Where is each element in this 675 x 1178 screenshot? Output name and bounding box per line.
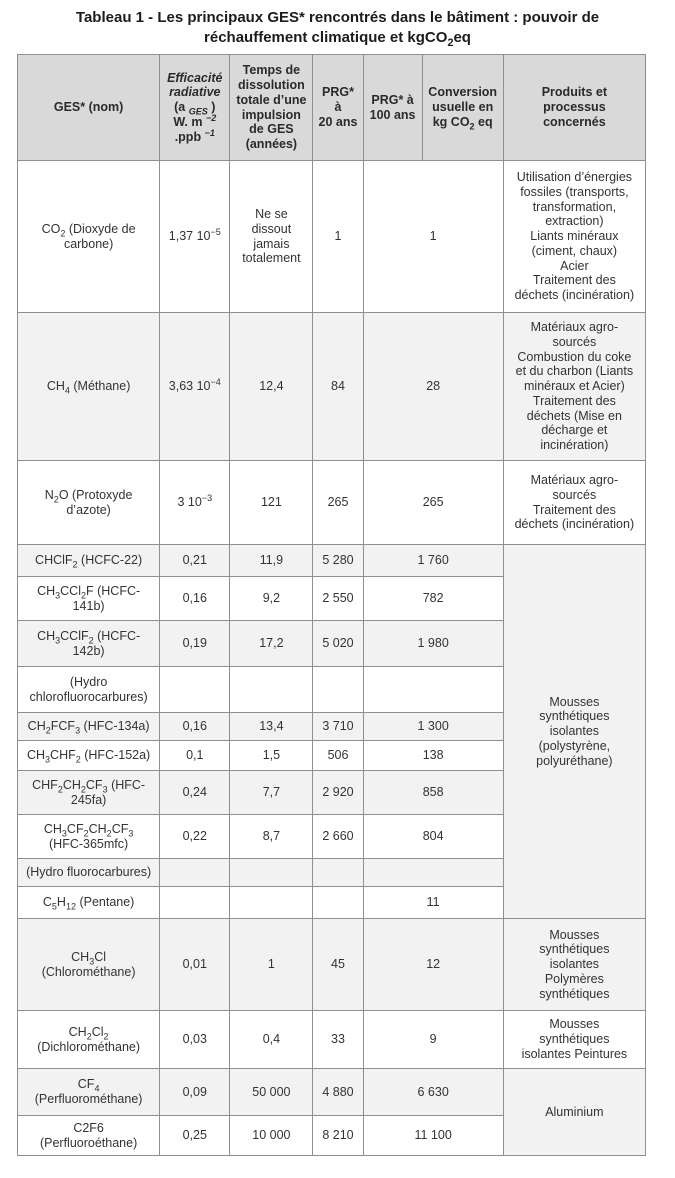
radiative-efficiency-cell: 0,21: [160, 545, 230, 577]
dissolution-time-cell: 10 000: [230, 1116, 313, 1156]
gas-name-cell: $CH_4$ (Méthane): [18, 313, 160, 461]
radiative-efficiency-cell: 1,37 $10^{-5}$: [160, 161, 230, 313]
radiative-efficiency-cell: 0,03: [160, 1011, 230, 1069]
dissolution-time-cell: [230, 859, 313, 887]
radiative-efficiency-cell: 0,25: [160, 1116, 230, 1156]
col-header-prg-20-ans: PRG* à 20 ans: [313, 55, 363, 161]
prg100-conversion-cell: 1 980: [363, 621, 503, 667]
col-header-efficacite-radiative: Efficacité radiative (a $_{GES}$ ) W. m $^{-2}$ .ppb $^{-1}$: [160, 55, 230, 161]
prg20-cell: [313, 667, 363, 713]
table-title: Tableau 1 - Les principaux GES* rencontrés dans le bâtiment : pouvoir de réchauffement climatique et kgCO$_2$eq: [75, 9, 600, 49]
dissolution-time-cell: 1: [230, 919, 313, 1011]
prg100-conversion-cell: 11 100: [363, 1116, 503, 1156]
gas-name-cell: $CO_2$ (Dioxyde de carbone): [18, 161, 160, 313]
row-co2: [18, 161, 646, 313]
prg20-cell: 45: [313, 919, 363, 1011]
radiative-efficiency-cell: 0,16: [160, 577, 230, 621]
gas-name-cell: $N_2O$ (Protoxyde d’azote): [18, 461, 160, 545]
prg20-cell: 2 550: [313, 577, 363, 621]
ges-table: [17, 54, 646, 1156]
radiative-efficiency-cell: [160, 859, 230, 887]
dissolution-time-cell: [230, 667, 313, 713]
prg20-cell: 4 880: [313, 1069, 363, 1116]
prg100-conversion-cell: 782: [363, 577, 503, 621]
prg20-cell: 2 660: [313, 815, 363, 859]
radiative-efficiency-cell: [160, 667, 230, 713]
gas-name-cell: (Hydro fluorocarbures): [18, 859, 160, 887]
prg100-conversion-cell: 9: [363, 1011, 503, 1069]
dissolution-time-cell: [230, 887, 313, 919]
gas-name-cell: $CH_2FCF_3$ (HFC-134a): [18, 713, 160, 741]
dissolution-time-cell: 12,4: [230, 313, 313, 461]
prg100-conversion-cell: 6 630: [363, 1069, 503, 1116]
col-header-conversion-kgco2eq: Conversion usuelle en kg $CO_2$ eq: [422, 55, 503, 161]
radiative-efficiency-cell: 0,22: [160, 815, 230, 859]
row-dichloromethane: [18, 1011, 646, 1069]
row-chloromethane: [18, 919, 646, 1011]
dissolution-time-cell: 8,7: [230, 815, 313, 859]
prg20-cell: [313, 859, 363, 887]
prg20-cell: 1: [313, 161, 363, 313]
row-hcfc-22: [18, 545, 646, 577]
gas-name-cell: $CH_2Cl_2$ (Dichlorométhane): [18, 1011, 160, 1069]
prg100-conversion-cell: 1 760: [363, 545, 503, 577]
col-header-produits-processus: Produits et processus concernés: [503, 55, 645, 161]
dissolution-time-cell: Ne se dissout jamais totalement: [230, 161, 313, 313]
dissolution-time-cell: 17,2: [230, 621, 313, 667]
dissolution-time-cell: 0,4: [230, 1011, 313, 1069]
products-cell: Matériaux agro- sourcés Combustion du coke et du charbon (Liants minéraux et Acier) Traitement des déchets (Mise en décharge et incinération): [503, 313, 645, 461]
prg20-cell: 5 280: [313, 545, 363, 577]
dissolution-time-cell: 121: [230, 461, 313, 545]
radiative-efficiency-cell: 3,63 $10^{-4}$: [160, 313, 230, 461]
row-perfluoromethane: [18, 1069, 646, 1116]
prg100-conversion-cell: 28: [363, 313, 503, 461]
prg100-conversion-cell: 858: [363, 771, 503, 815]
gas-name-cell: CHClF$_2$ (HCFC-22): [18, 545, 160, 577]
dissolution-time-cell: 50 000: [230, 1069, 313, 1116]
prg100-conversion-cell: 1: [363, 161, 503, 313]
dissolution-time-cell: 1,5: [230, 741, 313, 771]
col-header-prg-100-ans: PRG* à 100 ans: [363, 55, 422, 161]
gas-name-cell: C2F6 (Perfluoroéthane): [18, 1116, 160, 1156]
radiative-efficiency-cell: 3 $10^{-3}$: [160, 461, 230, 545]
gas-name-cell: $CHF_2CH_2CF_3$ (HFC- 245fa): [18, 771, 160, 815]
gas-name-cell: $CH_3CClF_2$ (HCFC- 142b): [18, 621, 160, 667]
radiative-efficiency-cell: 0,1: [160, 741, 230, 771]
document-page: [0, 8, 675, 1156]
col-header-temps-dissolution: Temps de dissolution totale d’une impulsion de GES (années): [230, 55, 313, 161]
radiative-efficiency-cell: 0,01: [160, 919, 230, 1011]
prg20-cell: 8 210: [313, 1116, 363, 1156]
header-row: [18, 55, 646, 161]
radiative-efficiency-cell: 0,19: [160, 621, 230, 667]
dissolution-time-cell: 11,9: [230, 545, 313, 577]
prg100-conversion-cell: 1 300: [363, 713, 503, 741]
gas-name-cell: $CH_3CCl_2F$ (HCFC- 141b): [18, 577, 160, 621]
products-cell: Mousses synthétiques isolantes Peintures: [503, 1011, 645, 1069]
products-cell-merged-foams: Mousses synthétiques isolantes (polystyrène, polyuréthane): [503, 545, 645, 919]
row-ch4: [18, 313, 646, 461]
gas-name-cell: $CF_4$ (Perfluorométhane): [18, 1069, 160, 1116]
prg20-cell: 33: [313, 1011, 363, 1069]
radiative-efficiency-cell: [160, 887, 230, 919]
row-n2o: [18, 461, 646, 545]
gas-name-cell: $CH_3Cl$ (Chlorométhane): [18, 919, 160, 1011]
products-cell-merged-aluminium: Aluminium: [503, 1069, 645, 1156]
products-cell: Utilisation d’énergies fossiles (transports, transformation, extraction) Liants minéraux (ciment, chaux) Acier Traitement des déchets (incinération): [503, 161, 645, 313]
prg20-cell: 3 710: [313, 713, 363, 741]
dissolution-time-cell: 7,7: [230, 771, 313, 815]
prg20-cell: 2 920: [313, 771, 363, 815]
gas-name-cell: $CH_3CHF_2$ (HFC-152a): [18, 741, 160, 771]
prg100-conversion-cell: 11: [363, 887, 503, 919]
prg20-cell: 5 020: [313, 621, 363, 667]
prg20-cell: 265: [313, 461, 363, 545]
products-cell: Matériaux agro- sourcés Traitement des déchets (incinération): [503, 461, 645, 545]
prg100-conversion-cell: 138: [363, 741, 503, 771]
prg100-conversion-cell: [363, 667, 503, 713]
gas-name-cell: $C_5H_{12}$ (Pentane): [18, 887, 160, 919]
radiative-efficiency-cell: 0,09: [160, 1069, 230, 1116]
radiative-efficiency-cell: 0,24: [160, 771, 230, 815]
prg100-conversion-cell: [363, 859, 503, 887]
prg100-conversion-cell: 265: [363, 461, 503, 545]
dissolution-time-cell: 9,2: [230, 577, 313, 621]
prg100-conversion-cell: 804: [363, 815, 503, 859]
prg20-cell: 506: [313, 741, 363, 771]
radiative-efficiency-cell: 0,16: [160, 713, 230, 741]
col-header-ges-nom: GES* (nom): [18, 55, 160, 161]
dissolution-time-cell: 13,4: [230, 713, 313, 741]
gas-name-cell: $CH_3CF_2CH_2CF_3$ (HFC-365mfc): [18, 815, 160, 859]
gas-name-cell: (Hydro chlorofluorocarbures): [18, 667, 160, 713]
prg20-cell: [313, 887, 363, 919]
prg20-cell: 84: [313, 313, 363, 461]
products-cell: Mousses synthétiques isolantes Polymères synthétiques: [503, 919, 645, 1011]
prg100-conversion-cell: 12: [363, 919, 503, 1011]
